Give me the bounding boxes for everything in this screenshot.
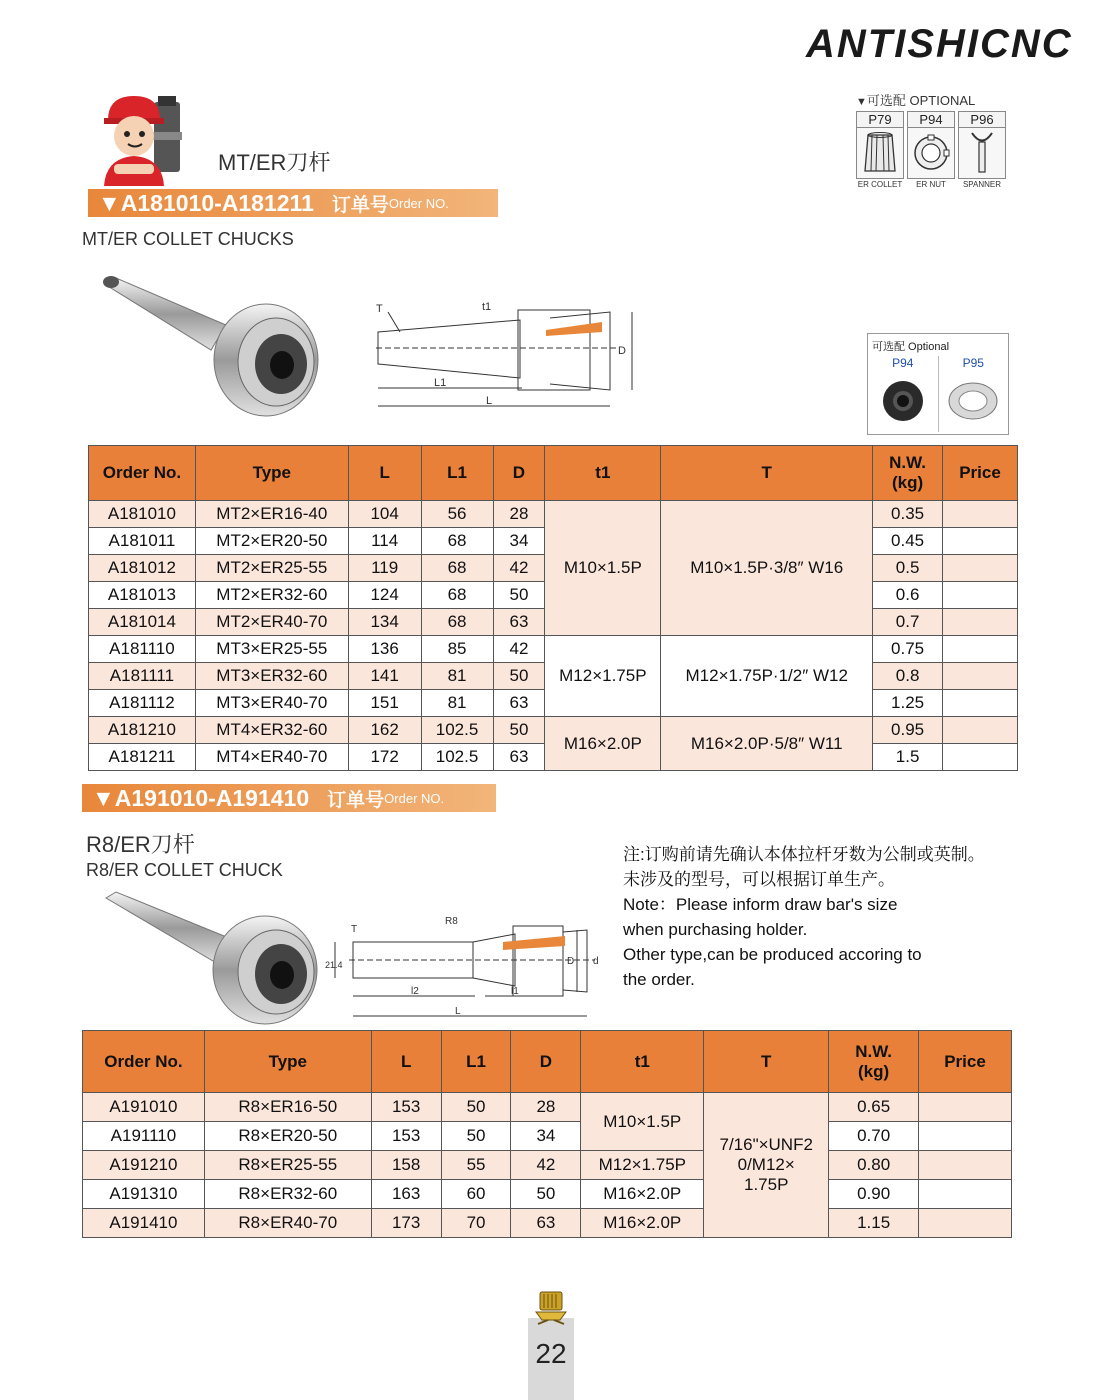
t1-group: M10×1.5P (581, 1093, 704, 1151)
section1-order-banner (88, 189, 498, 217)
col-type: Type (204, 1031, 371, 1093)
t-group: 7/16"×UNF2 0/M12× 1.75P (704, 1093, 829, 1238)
order-note: 注:订购前请先确认本体拉杆牙数为公制或英制。 未涉及的型号，可以根据订单生产。 Note：Please inform draw bar's size when purchasing holder. Other type,can be produced accoring to the order. (623, 845, 985, 989)
triangle-icon: ▼ (856, 96, 867, 108)
mascot-mechanic-icon (94, 92, 194, 186)
optional-accessories (856, 90, 1016, 189)
table-row: A191410 R8×ER40-70 173 70 63 M16×2.0P 1.15 (83, 1209, 1012, 1238)
order-label-en: Order NO. (388, 195, 449, 211)
col-price: Price (943, 446, 1018, 501)
col-t: T (704, 1031, 829, 1093)
optional-code: P79 (856, 111, 904, 127)
table-row: A181012 MT2×ER25-55 119 68 42 0.5 (89, 555, 1018, 582)
nut-black-icon (868, 370, 938, 432)
price-cell (943, 582, 1018, 609)
price-cell (919, 1151, 1012, 1180)
table-row: A181210 MT4×ER32-60 162 102.5 50 M16×2.0P M16×2.0P·5/8″ W11 0.95 (89, 717, 1018, 744)
page-number: 22 (535, 1338, 567, 1369)
table-row: A181013 MT2×ER32-60 124 68 50 0.6 (89, 582, 1018, 609)
optional-item-nut (907, 111, 955, 189)
er-nut-icon (907, 127, 955, 179)
t1-group: M16×2.0P (545, 717, 661, 771)
optional-caption: ER COLLET (857, 180, 903, 189)
table-row: A181211 MT4×ER40-70 172 102.5 63 1.5 (89, 744, 1018, 771)
section1-title: MT/ER刀杆 (218, 150, 331, 175)
section1-optional-box (867, 333, 1009, 435)
optional-title: 可选配 Optional (872, 341, 950, 353)
order-label-en: Order NO. (384, 790, 445, 806)
col-order-no: Order No. (89, 446, 196, 501)
table-row: A181011 MT2×ER20-50 114 68 34 0.45 (89, 528, 1018, 555)
optional-item-p94 (868, 356, 938, 432)
optional-caption: ER NUT (916, 180, 946, 189)
price-cell (943, 744, 1018, 771)
col-l1: L1 (421, 446, 493, 501)
optional-code: P96 (958, 111, 1006, 127)
col-t1: t1 (581, 1031, 704, 1093)
col-d: D (511, 1031, 581, 1093)
t-group: M12×1.75P·1/2″ W12 (661, 636, 873, 717)
spanner-icon (958, 127, 1006, 179)
r8-er-technical-drawing (325, 912, 610, 1029)
label-l2: l2 (411, 986, 419, 997)
optional-item-p95 (938, 356, 1009, 432)
tool-holder-icon (532, 1290, 570, 1330)
t-group: M10×1.5P·3/8″ W16 (661, 501, 873, 636)
t-group: M16×2.0P·5/8″ W11 (661, 717, 873, 771)
nut-silver-icon (939, 370, 1009, 432)
price-cell (943, 555, 1018, 582)
label-l: L (455, 1006, 461, 1017)
section2-spec-table (82, 1030, 1012, 1238)
price-cell (943, 663, 1018, 690)
order-label-cn: 订单号 (327, 789, 385, 811)
col-d: D (493, 446, 545, 501)
col-type: Type (195, 446, 348, 501)
section1-spec-table (88, 445, 1018, 771)
label-t: T (376, 303, 383, 315)
label-l1: l1 (511, 986, 519, 997)
label-t1: t1 (482, 301, 492, 313)
col-l: L (348, 446, 421, 501)
price-cell (919, 1209, 1012, 1238)
mt-er-technical-drawing (370, 298, 650, 419)
t1-group: M10×1.5P (545, 501, 661, 636)
optional-title: ▼可选配 OPTIONAL (856, 93, 976, 108)
col-l1: L1 (441, 1031, 511, 1093)
col-t1: t1 (545, 446, 661, 501)
price-cell (943, 690, 1018, 717)
price-cell (943, 636, 1018, 663)
optional-caption: SPANNER (962, 180, 1002, 189)
optional-item-collet (856, 111, 904, 189)
price-cell (943, 528, 1018, 555)
table-row: A181110 MT3×ER25-55 136 85 42 M12×1.75P M12×1.75P·1/2″ W12 0.75 (89, 636, 1018, 663)
table-row: A191210 R8×ER25-55 158 55 42 M12×1.75P 0.80 (83, 1151, 1012, 1180)
price-cell (943, 717, 1018, 744)
section1-subtitle: MT/ER COLLET CHUCKS (82, 229, 294, 249)
label-d: D (567, 956, 575, 967)
r8-er-chuck-photo (100, 888, 330, 1033)
er-collet-icon (856, 127, 904, 179)
label-d2: d (593, 956, 599, 967)
label-d: D (618, 345, 626, 357)
label-d1: 21.4 (325, 960, 343, 970)
price-cell (919, 1122, 1012, 1151)
col-nw: N.W. (kg) (873, 446, 943, 501)
table-row: A191010 R8×ER16-50 153 50 28 M10×1.5P 7/16"×UNF2 0/M12× 1.75P 0.65 (83, 1093, 1012, 1122)
brand-logo: ANTISHICNC (806, 22, 1073, 66)
order-range: ▼A181010-A181211 (98, 189, 314, 216)
price-cell (943, 501, 1018, 528)
label-l: L (486, 395, 493, 407)
table-row: A181010 MT2×ER16-40 104 56 28 M10×1.5P M10×1.5P·3/8″ W16 0.35 (89, 501, 1018, 528)
table-row: A181111 MT3×ER32-60 141 81 50 0.8 (89, 663, 1018, 690)
order-range: ▼A191010-A191410 (92, 784, 310, 811)
col-l: L (371, 1031, 441, 1093)
mt-er-chuck-photo (96, 270, 326, 425)
table-row: A181112 MT3×ER40-70 151 81 63 1.25 (89, 690, 1018, 717)
table-row: A191110 R8×ER20-50 153 50 34 0.70 (83, 1122, 1012, 1151)
label-l1: L1 (434, 377, 447, 389)
order-label-cn: 订单号 (331, 194, 389, 216)
label-r8: R8 (445, 916, 458, 927)
table-row: A191310 R8×ER32-60 163 60 50 M16×2.0P 0.90 (83, 1180, 1012, 1209)
section2-order-banner (82, 784, 496, 812)
optional-item-spanner (958, 111, 1006, 189)
col-t: T (661, 446, 873, 501)
col-price: Price (919, 1031, 1012, 1093)
t1-group: M12×1.75P (545, 636, 661, 717)
optional-code: P94 (892, 356, 914, 370)
table-row: A181014 MT2×ER40-70 134 68 63 0.7 (89, 609, 1018, 636)
price-cell (943, 609, 1018, 636)
section2-subtitle: R8/ER COLLET CHUCK (86, 860, 283, 880)
price-cell (919, 1180, 1012, 1209)
col-order-no: Order No. (83, 1031, 205, 1093)
price-cell (919, 1093, 1012, 1122)
optional-code: P94 (907, 111, 955, 127)
optional-code: P95 (962, 356, 984, 370)
section2-title: R8/ER刀杆 (86, 832, 195, 857)
label-t: T (351, 924, 358, 935)
col-nw: N.W. (kg) (829, 1031, 919, 1093)
